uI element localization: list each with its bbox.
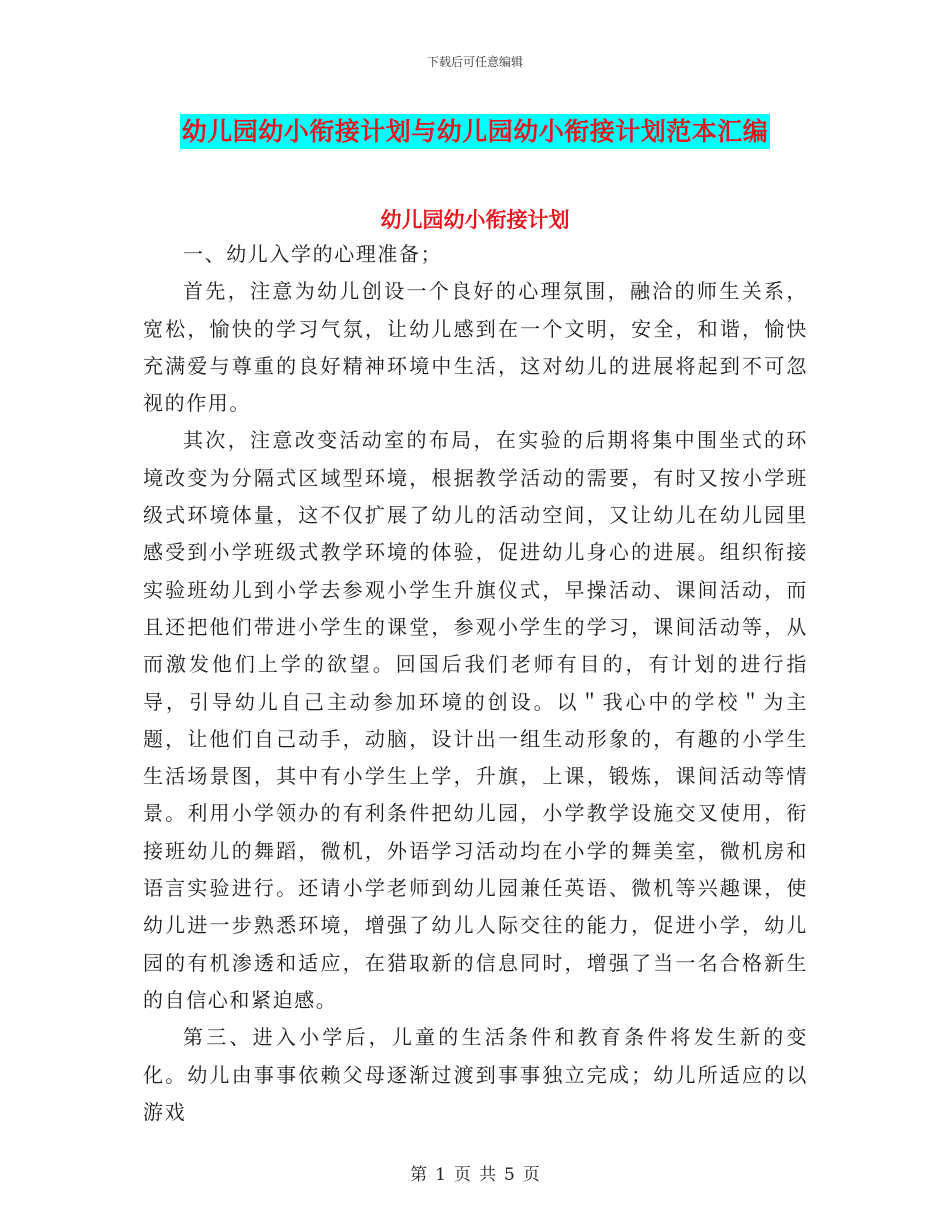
footer-mid2: 共	[479, 1165, 496, 1185]
body-text	[143, 236, 808, 1131]
header-note: 下载后可任意编辑	[426, 55, 523, 69]
page-total: 5	[504, 1165, 515, 1185]
paragraph: 首先，注意为幼儿创设一个良好的心理氛围，融洽的师生关系，宽松，愉快的学习气氛，让幼儿感到在一个文明，安全，和谐，愉快充满爱与尊重的良好精神环境中生活，这对幼儿的进展将起到不可忽视的作用。	[143, 279, 808, 416]
footer-mid1: 页	[454, 1165, 471, 1185]
footer-suffix: 页	[522, 1165, 540, 1185]
section-title: 幼儿园幼小衔接计划	[380, 208, 570, 232]
page-number: 1	[435, 1165, 446, 1185]
paragraph: 第三、进入小学后，儿童的生活条件和教育条件将发生新的变化。幼儿由事事依赖父母逐渐过渡到事事独立完成；幼儿所适应的以游戏	[143, 1025, 808, 1124]
document-title-text: 幼儿园幼小衔接计划与幼儿园幼小衔接计划范本汇编	[180, 114, 771, 149]
footer-prefix: 第	[410, 1165, 428, 1185]
paragraph: 一、幼儿入学的心理准备；	[183, 242, 443, 266]
document-title	[0, 112, 950, 148]
page-footer	[0, 1160, 950, 1185]
paragraph: 其次，注意改变活动室的布局，在实验的后期将集中围坐式的环境改变为分隔式区域型环境，根据教学活动的需要，有时又按小学班级式环境体量，这不仅扩展了幼儿的活动空间，又让幼儿在幼儿园里感受到小学班级式教学环境的体验，促进幼儿身心的进展。组织衔接实验班幼儿到小学去参观小学生升旗仪式，早操活动、课间活动，而且还把他们带进小学生的课堂，参观小学生的学习，课间活动等，从而激发他们上学的欲望。回国后我们老师有目的，有计划的进行指导，引导幼儿自己主动参加环境的创设。以＂我心中的学校＂为主题，让他们自己动手，动脑，设计出一组生动形象的，有趣的小学生生活场景图，其中有小学生上学，升旗，上课，锻炼，课间活动等情景。利用小学领办的有利条件把幼儿园，小学教学设施交叉使用，衔接班幼儿的舞蹈，微机，外语学习活动均在小学的舞美室，微机房和语言实验进行。还请小学老师到幼儿园兼任英语、微机等兴趣课，使幼儿进一步熟悉环境，增强了幼儿人际交往的能力，促进小学，幼儿园的有机渗透和适应，在猎取新的信息同时，增强了当一名合格新生的自信心和紧迫感。	[143, 428, 808, 1012]
